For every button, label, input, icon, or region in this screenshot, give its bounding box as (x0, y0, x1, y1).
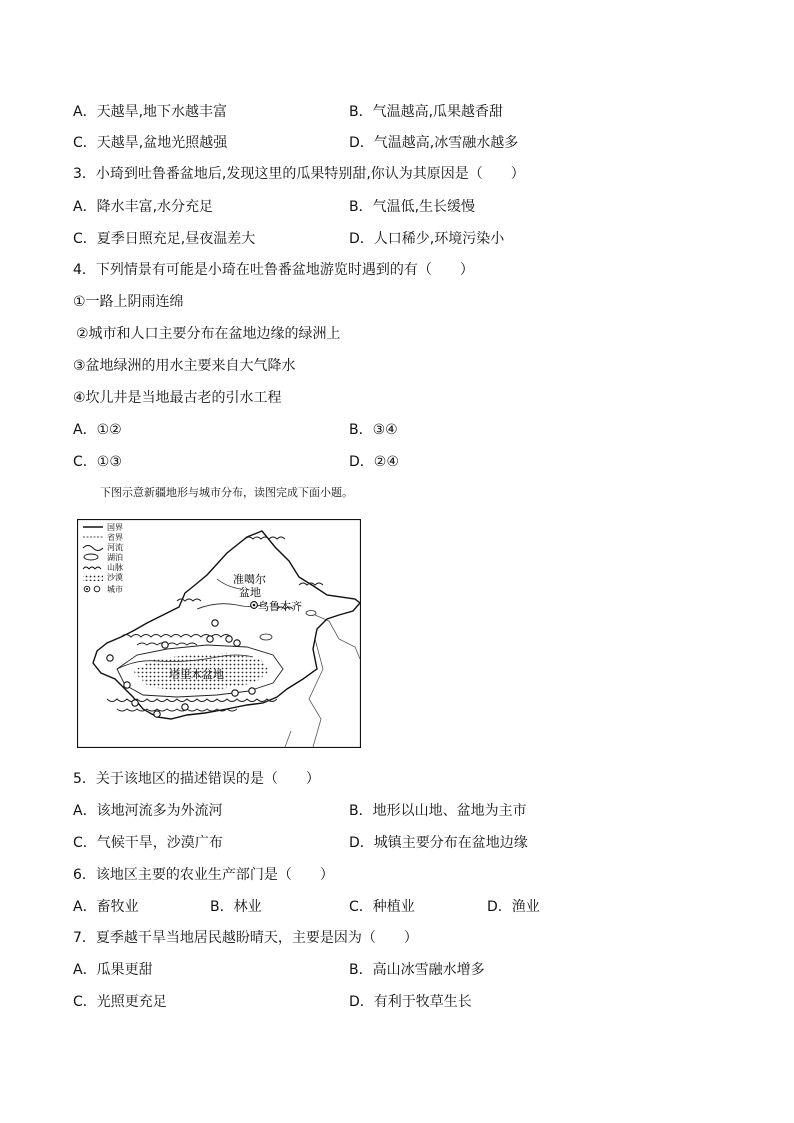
city-marker (132, 700, 138, 706)
q5-option-d: D．城镇主要分布在盆地边缘 (349, 835, 528, 851)
xinjiang-map (77, 519, 361, 748)
q2-option-c: C．天越旱,盆地光照越强 (73, 135, 228, 151)
city-marker (212, 620, 218, 626)
q4-option-a: A．①② (73, 422, 122, 438)
q4-option-d: D．②④ (349, 454, 399, 470)
q4-item-1: ①一路上阴雨连绵 (73, 294, 184, 310)
q5-option-a: A．该地河流多为外流河 (73, 803, 223, 819)
legend-desert: 沙漠 (107, 573, 123, 582)
q6-option-b: B．林业 (210, 899, 262, 915)
legend-mountain: 山脉 (107, 563, 123, 572)
q4-option-c: C．①③ (73, 454, 122, 470)
legend-lake: 湖泊 (107, 553, 123, 562)
q7-option-a: A．瓜果更甜 (73, 962, 153, 978)
q7-stem: 7．夏季越干旱当地居民越盼晴天，主要是因为（ ） (73, 930, 418, 946)
city-marker (207, 636, 213, 642)
q6-option-a: A．畜牧业 (73, 899, 139, 915)
label-junggar-2: 盆地 (239, 586, 261, 599)
q3-stem: 3．小琦到吐鲁番盆地后,发现这里的瓜果特别甜,你认为其原因是（ ） (73, 166, 525, 182)
legend-border: 国界 (107, 523, 123, 532)
q5-option-c: C．气候干旱，沙漠广布 (73, 835, 223, 851)
city-marker (107, 655, 113, 661)
q2-option-b: B．气温越高,瓜果越香甜 (349, 104, 504, 120)
q5-option-b: B．地形以山地、盆地为主市 (349, 803, 527, 819)
city-marker (226, 636, 232, 642)
q4-item-4: ④坎儿井是当地最古老的引水工程 (73, 390, 282, 406)
urumqi-marker-dot (253, 604, 256, 607)
q4-stem: 4．下列情景有可能是小琦在吐鲁番盆地游览时遇到的有（ ） (73, 262, 474, 278)
q5-stem: 5．关于该地区的描述错误的是（ ） (73, 771, 320, 787)
legend-river: 河流 (107, 543, 123, 552)
city-marker (249, 688, 255, 694)
q6-option-d: D．渔业 (487, 899, 540, 915)
q3-option-c: C．夏季日照充足,昼夜温差大 (73, 231, 256, 247)
q4-item-2: ②城市和人口主要分布在盆地边缘的绿洲上 (76, 326, 341, 342)
q4-item-3: ③盆地绿洲的用水主要来自大气降水 (73, 358, 296, 374)
q3-option-b: B．气温低,生长缓慢 (349, 199, 476, 215)
label-tarim: 塔里木盆地 (169, 668, 224, 681)
q6-option-c: C．种植业 (349, 899, 415, 915)
map-caption: 下图示意新疆地形与城市分布，读图完成下面小题。 (100, 486, 353, 499)
city-marker (234, 640, 240, 646)
city-marker (124, 682, 130, 688)
q3-option-a: A．降水丰富,水分充足 (73, 199, 214, 215)
city-marker (182, 704, 188, 710)
q6-stem: 6．该地区主要的农业生产部门是（ ） (73, 867, 334, 883)
q3-option-d: D．人口稀少,环境污染小 (349, 231, 505, 247)
q2-option-d: D．气温越高,冰雪融水越多 (349, 135, 519, 151)
city-marker (162, 642, 168, 648)
legend-city: 城市 (107, 585, 123, 594)
q7-option-b: B．高山冰雪融水增多 (349, 962, 485, 978)
label-junggar-1: 准噶尔 (233, 573, 266, 586)
q7-option-d: D．有利于牧草生长 (349, 994, 472, 1010)
label-urumqi: 乌鲁木齐 (258, 600, 302, 613)
q7-option-c: C．光照更充足 (73, 994, 167, 1010)
q2-option-a: A．天越旱,地下水越丰富 (73, 104, 228, 120)
city-marker (232, 690, 238, 696)
city-marker (154, 711, 160, 717)
q4-option-b: B．③④ (349, 422, 398, 438)
legend-province: 省界 (107, 533, 123, 542)
